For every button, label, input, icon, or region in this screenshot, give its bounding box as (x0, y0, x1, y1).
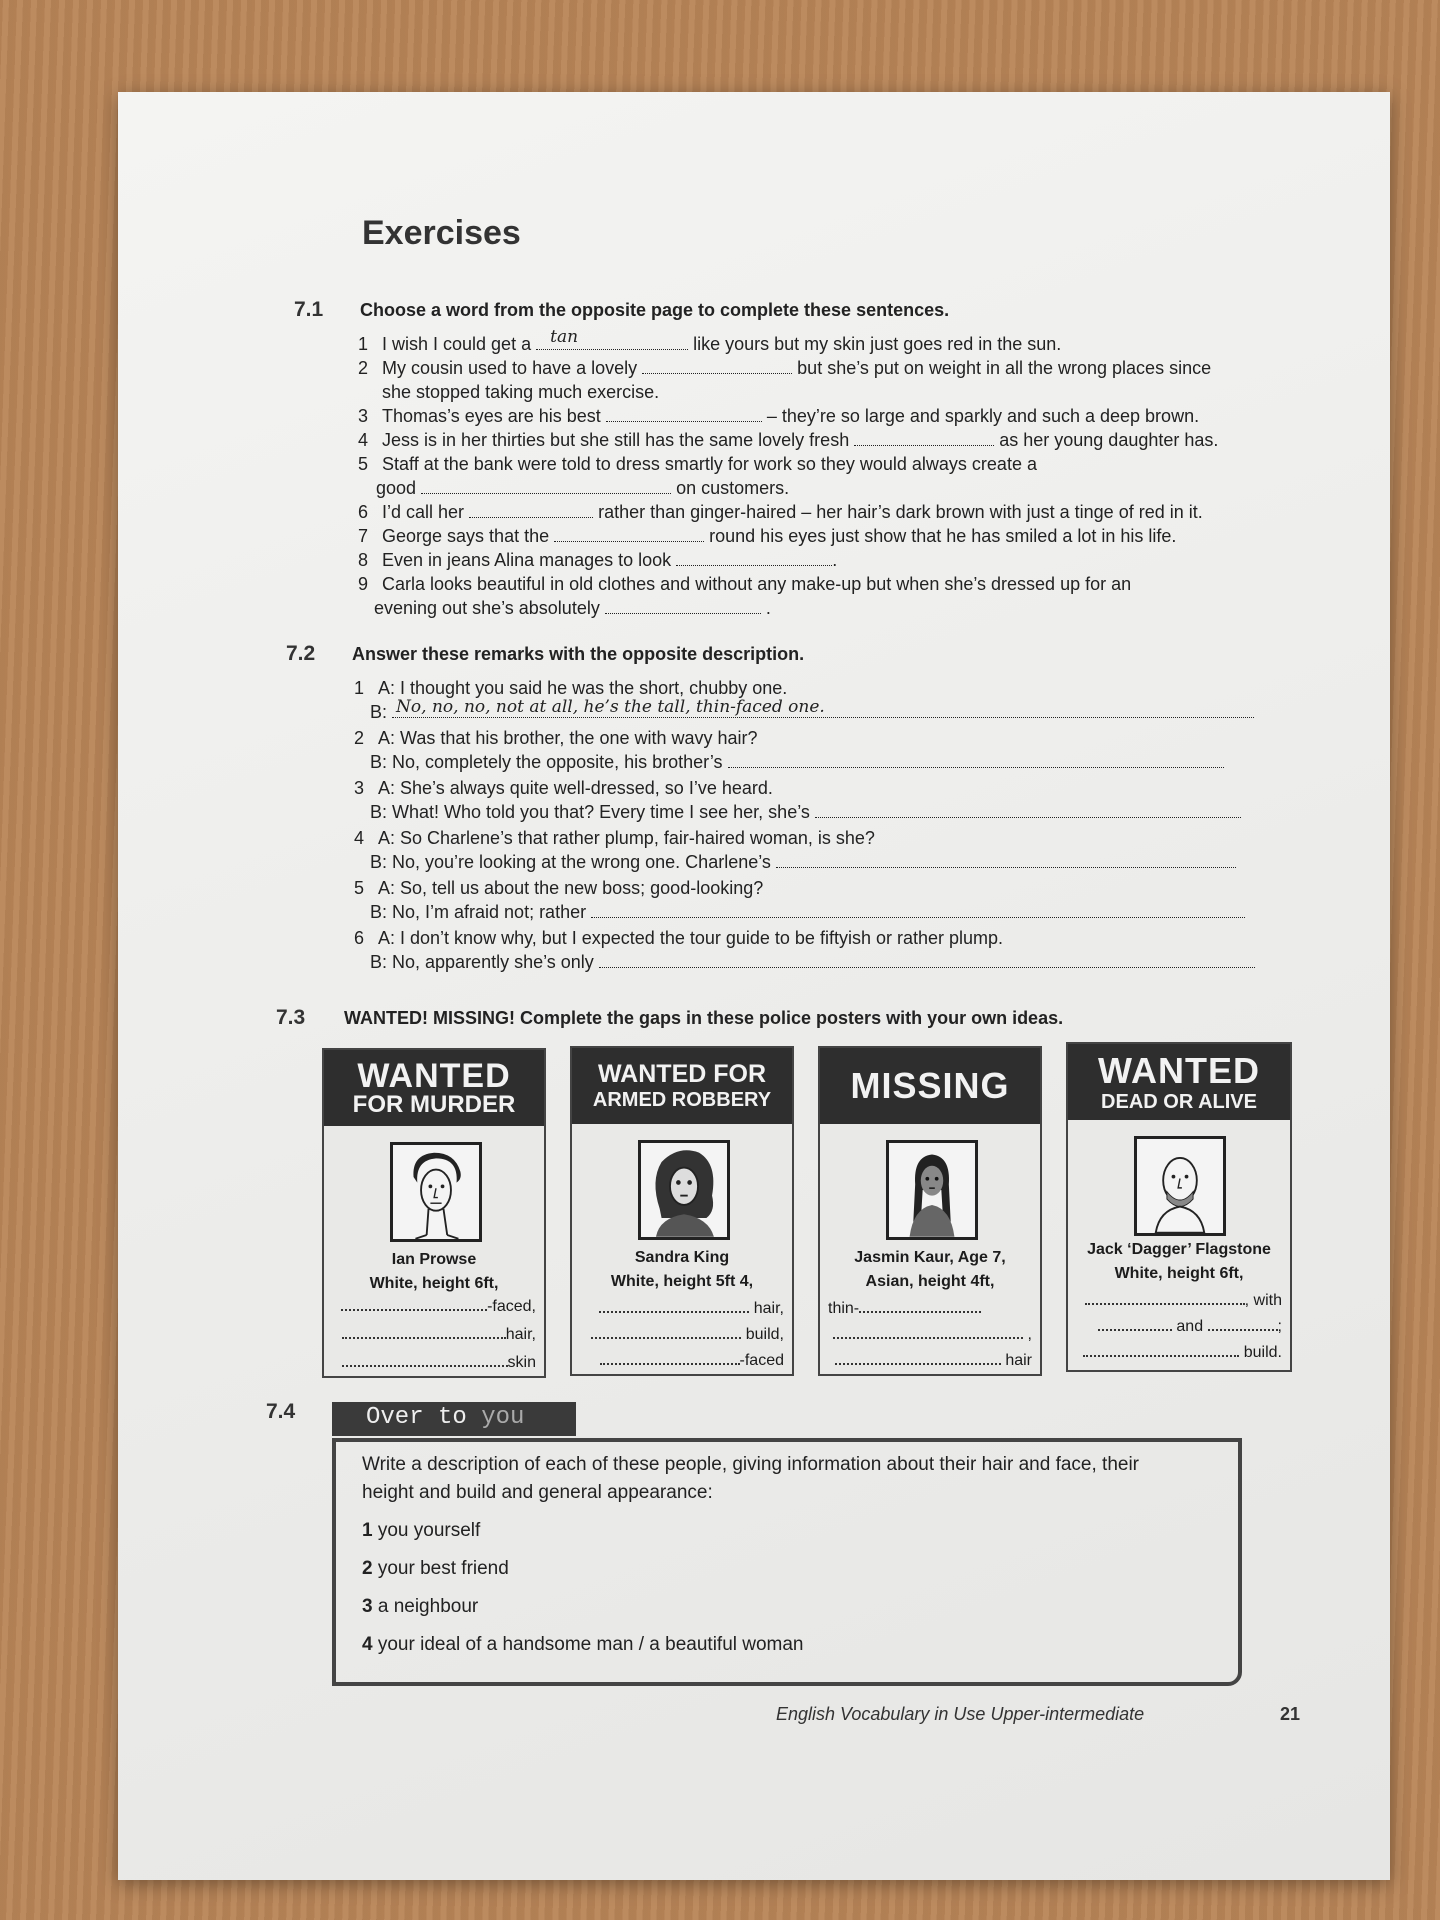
exercise-item-5-cont (376, 478, 789, 499)
dialogue-6-b (370, 952, 1255, 973)
poster-gap-3[interactable]: -faced (580, 1350, 784, 1372)
dialogue-text: A: So Charlene’s that rather plump, fair-haired woman, is she? (378, 828, 875, 848)
dialogue-text: A: Was that his brother, the one with wavy hair? (378, 728, 758, 748)
dialogue-5-a (354, 878, 763, 899)
poster-header (820, 1048, 1040, 1124)
page-number: 21 (1280, 1704, 1301, 1724)
poster-gap-2[interactable]: , (828, 1324, 1032, 1346)
item-text: – they’re so large and sparkly and such a deep brown. (766, 406, 1200, 426)
item-text: Staff at the bank were told to dress smartly for work so they would always create a (382, 454, 1037, 474)
suspect-photo (1134, 1136, 1226, 1236)
answer-line[interactable] (815, 802, 1241, 818)
item-text: round his eyes just show that he has smiled a lot in his life. (709, 526, 1177, 546)
dialogue-5-b (370, 902, 1245, 923)
exercise-item-1 (358, 327, 1062, 355)
suspect-description: White, height 6ft, (369, 1275, 499, 1292)
item-text: evening out she’s absolutely (374, 598, 600, 618)
poster-subheading: FOR MURDER (352, 1091, 516, 1118)
answer-blank[interactable] (605, 598, 761, 614)
face-drawing-icon (641, 1143, 727, 1237)
answer-blank[interactable] (554, 526, 704, 542)
item-number: 2 (358, 358, 369, 378)
item-number: 1 (354, 678, 365, 698)
section-instruction-7-2: Answer these remarks with the opposite description. (352, 644, 805, 664)
answer-blank[interactable] (536, 327, 688, 350)
suspect-name: Ian Prowse (391, 1251, 477, 1268)
dialogue-text: B: No, I’m afraid not; rather (370, 902, 587, 922)
book-title-footer: English Vocabulary in Use Upper-intermediate (776, 1704, 1145, 1724)
poster-subheading: ARMED ROBBERY (592, 1089, 772, 1111)
dialogue-6-a (354, 928, 1003, 949)
exercise-item-4 (358, 430, 1218, 451)
item-text: rather than ginger-haired – her hair’s dark brown with just a tinge of red in it. (598, 502, 1203, 522)
item-text: I’d call her (382, 502, 465, 522)
dialogue-text: A: I don’t know why, but I expected the tour guide to be fiftyish or rather plump. (378, 928, 1004, 948)
exercise-item-8 (358, 550, 837, 571)
poster-wanted-for-murder (322, 1048, 546, 1378)
answer-blank[interactable] (606, 406, 762, 422)
dialogue-2-b (370, 752, 1224, 773)
dialogue-text: B: No, completely the opposite, his brother’s (370, 752, 723, 772)
answer-line[interactable] (728, 752, 1224, 768)
suspect-description: White, height 6ft, (1114, 1265, 1244, 1282)
poster-header (1068, 1044, 1290, 1120)
dialogue-3-b (370, 802, 1241, 823)
item-text: as her young daughter has. (999, 430, 1219, 450)
item-text: . (765, 598, 771, 618)
answer-line[interactable] (599, 952, 1255, 968)
section-number-7-3: 7.3 (276, 1006, 306, 1029)
task-intro-line-2: height and build and general appearance: (362, 1482, 713, 1503)
item-text: Jess is in her thirties but she still has the same lovely fresh (382, 430, 850, 450)
handwritten-answer: tan (550, 327, 579, 347)
poster-gap-1[interactable]: thin- (828, 1298, 1032, 1320)
item-number: 8 (358, 550, 369, 570)
section-instruction-7-1: Choose a word from the opposite page to complete these sentences. (360, 300, 950, 320)
item-text: she stopped taking much exercise. (382, 382, 660, 402)
item-number: 9 (358, 574, 369, 594)
dialogue-3-a (354, 778, 773, 799)
face-drawing-icon (1137, 1139, 1223, 1233)
over-to-you-tab: Over to you (332, 1402, 576, 1436)
item-number: 4 (358, 430, 369, 450)
task-intro-line-1: Write a description of each of these people, giving information about their hair and face, their (362, 1454, 1139, 1475)
item-text: Even in jeans Alina manages to look (382, 550, 672, 570)
exercise-item-2-cont (382, 382, 659, 403)
person-description: Asian, height 4ft, (865, 1273, 995, 1290)
item-text: good (376, 478, 417, 498)
item-text: My cousin used to have a lovely (382, 358, 638, 378)
dialogue-1-b (370, 697, 1254, 723)
poster-header (324, 1050, 544, 1126)
item-text: like yours but my skin just goes red in the sun. (693, 334, 1062, 354)
dialogue-text: B: (370, 702, 388, 722)
poster-gap-1[interactable]: , with (1076, 1290, 1282, 1312)
item-number: 6 (354, 928, 365, 948)
poster-gap-3[interactable]: skin (332, 1352, 536, 1374)
poster-gap-1[interactable]: hair, (580, 1298, 784, 1320)
item-number: 2 (354, 728, 365, 748)
exercise-item-5 (358, 454, 1037, 475)
section-number-7-1: 7.1 (294, 298, 324, 321)
suspect-details (324, 1248, 544, 1296)
item-text: Thomas’s eyes are his best (382, 406, 601, 426)
dialogue-text: B: No, apparently she’s only (370, 952, 594, 972)
item-text: I wish I could get a (382, 334, 532, 354)
missing-person-photo (886, 1140, 978, 1240)
suspect-photo (390, 1142, 482, 1242)
task-item-3: 3 a neighbour (362, 1596, 479, 1617)
poster-header (572, 1048, 792, 1124)
item-number: 4 (354, 828, 365, 848)
dialogue-2-a (354, 728, 758, 749)
dialogue-text: B: No, you’re looking at the wrong one. Charlene’s (370, 852, 771, 872)
poster-gap-2[interactable]: build, (580, 1324, 784, 1346)
poster-heading: WANTED (357, 1057, 511, 1095)
dialogue-text: B: What! Who told you that? Every time I see her, she’s (370, 802, 810, 822)
poster-gap-3[interactable]: build. (1076, 1342, 1282, 1364)
section-number-7-2: 7.2 (286, 642, 316, 665)
item-text: . (832, 550, 838, 570)
exercise-item-3 (358, 406, 1199, 427)
face-drawing-icon (393, 1145, 479, 1239)
person-details (820, 1246, 1040, 1294)
worksheet-page (118, 92, 1390, 1880)
item-text: but she’s put on weight in all the wrong places since (797, 358, 1212, 378)
suspect-details (1068, 1238, 1290, 1286)
poster-gap-1[interactable]: -faced, (332, 1296, 536, 1318)
handwritten-answer: No, no, no, not at all, he’s the tall, thin-faced one. (396, 697, 825, 717)
item-number: 5 (354, 878, 365, 898)
person-name: Jasmin Kaur, Age 7, (854, 1249, 1006, 1266)
answer-line[interactable] (392, 697, 1254, 718)
item-number: 3 (354, 778, 365, 798)
face-drawing-icon (889, 1143, 975, 1237)
exercise-item-2 (358, 358, 1211, 379)
item-number: 5 (358, 454, 369, 474)
exercise-item-6 (358, 502, 1203, 523)
answer-line[interactable] (591, 902, 1245, 918)
exercise-item-7 (358, 526, 1176, 547)
exercise-item-9-cont (374, 598, 771, 619)
suspect-details (572, 1246, 792, 1294)
dialogue-text: A: I thought you said he was the short, chubby one. (378, 678, 788, 698)
answer-blank[interactable] (469, 502, 593, 518)
answer-line[interactable] (776, 852, 1236, 868)
poster-heading: WANTED (1098, 1049, 1260, 1091)
poster-heading: WANTED FOR (597, 1060, 767, 1088)
dialogue-4-b (370, 852, 1236, 873)
suspect-description: White, height 5ft 4, (610, 1273, 754, 1290)
poster-heading: MISSING (850, 1065, 1010, 1106)
exercise-item-9 (358, 574, 1131, 595)
item-number: 7 (358, 526, 369, 546)
poster-gap-3[interactable]: hair (828, 1350, 1032, 1372)
dialogue-4-a (354, 828, 875, 849)
poster-wanted-dead-or-alive (1066, 1042, 1292, 1372)
suspect-name: Jack ‘Dagger’ Flagstone (1087, 1241, 1271, 1258)
poster-missing (818, 1046, 1042, 1376)
dialogue-1-a (354, 678, 787, 699)
dialogue-text: A: So, tell us about the new boss; good-looking? (378, 878, 764, 898)
dialogue-text: A: She’s always quite well-dressed, so I’ve heard. (378, 778, 773, 798)
poster-gap-2[interactable]: and ; (1076, 1316, 1282, 1338)
answer-blank[interactable] (421, 478, 671, 494)
suspect-name: Sandra King (634, 1249, 730, 1266)
item-number: 6 (358, 502, 369, 522)
item-text: Carla looks beautiful in old clothes and without any make-up but when she’s dressed up for an (382, 574, 1132, 594)
page-title: Exercises (362, 214, 521, 252)
item-number: 3 (358, 406, 369, 426)
poster-subheading: DEAD OR ALIVE (1101, 1090, 1257, 1113)
item-text: on customers. (676, 478, 790, 498)
item-number: 1 (358, 334, 369, 354)
answer-blank[interactable] (854, 430, 994, 446)
suspect-photo (638, 1140, 730, 1240)
task-item-4: 4 your ideal of a handsome man / a beautiful woman (362, 1634, 804, 1655)
poster-wanted-for-armed-robbery (570, 1046, 794, 1376)
answer-blank[interactable] (676, 550, 832, 566)
answer-blank[interactable] (642, 358, 792, 374)
item-text: George says that the (382, 526, 550, 546)
section-number-7-4: 7.4 (266, 1400, 296, 1423)
task-item-1: 1 you yourself (362, 1520, 481, 1541)
task-item-2: 2 your best friend (362, 1558, 509, 1579)
section-instruction-7-3: WANTED! MISSING! Complete the gaps in these police posters with your own ideas. (344, 1008, 1064, 1028)
poster-gap-2[interactable]: hair, (332, 1324, 536, 1346)
